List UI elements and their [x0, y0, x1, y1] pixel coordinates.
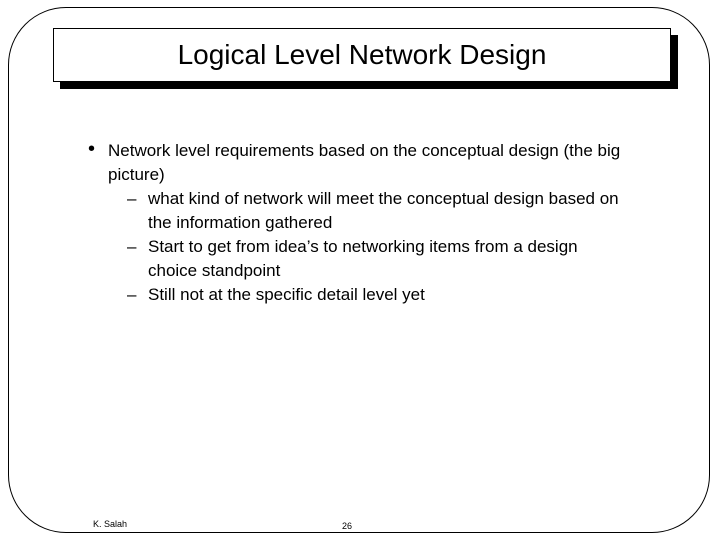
footer-author: K. Salah [93, 519, 128, 529]
footer-page-number: 26 [342, 521, 353, 531]
slide-title: Logical Level Network Design [177, 39, 547, 70]
title-box [53, 28, 671, 82]
bullet-text: Network level requirements based on the conceptual design (the big picture) [108, 141, 621, 184]
sub-bullet-text: Still not at the specific detail level yet [148, 285, 425, 304]
sub-bullet-dash: – [127, 285, 137, 304]
sub-bullet-text: what kind of network will meet the conceptual design based on the information gathered [148, 189, 619, 232]
bullet-marker: • [88, 138, 96, 160]
sub-bullet-text: Start to get from idea’s to networking items from a design choice standpoint [148, 237, 578, 280]
sub-bullet-dash: – [127, 237, 137, 256]
sub-bullet-dash: – [127, 189, 137, 208]
